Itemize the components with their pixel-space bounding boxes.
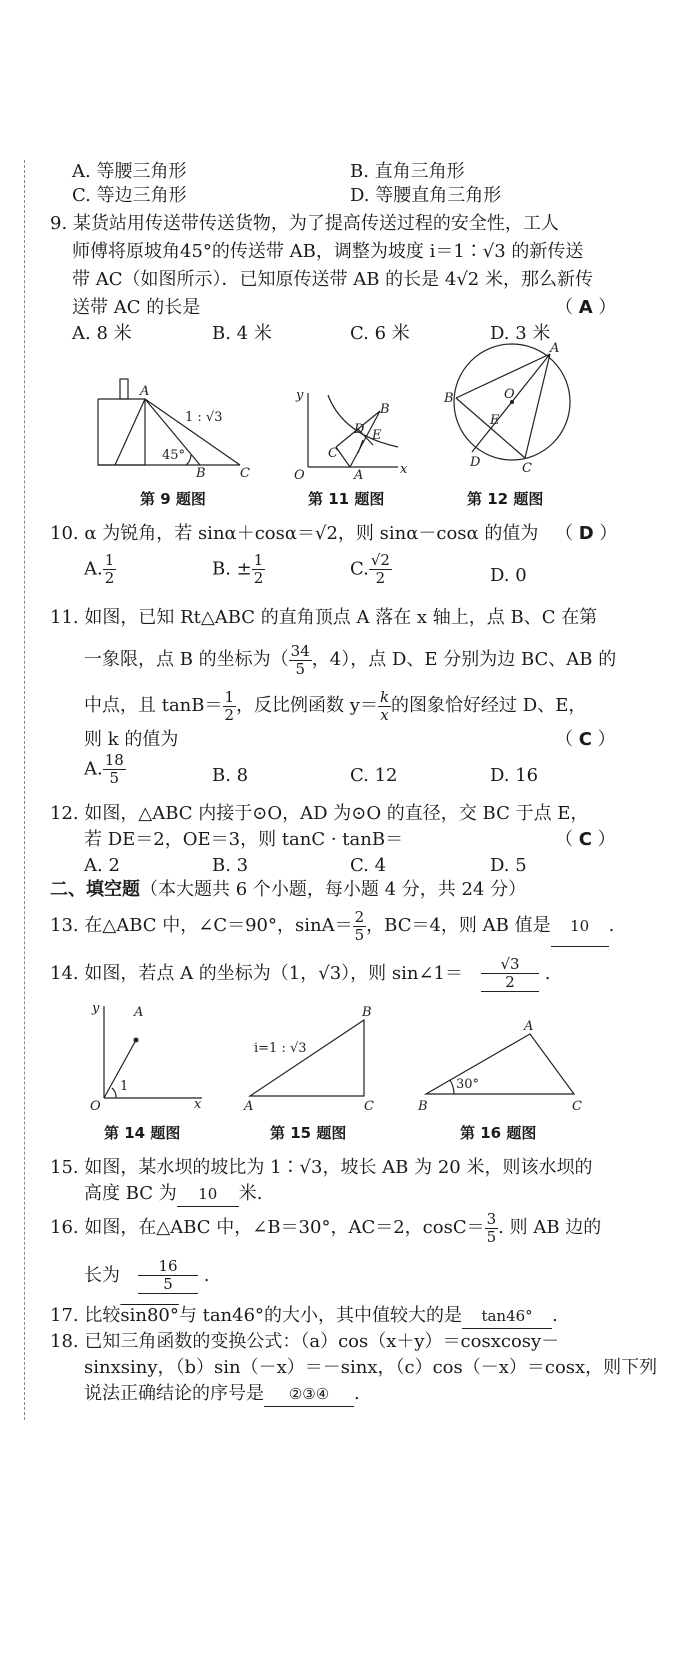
q15-line-2: 高度 BC 为 10 米.	[84, 1182, 263, 1207]
q11-answer-letter: C	[578, 729, 592, 750]
fig11-caption: 第 11 题图	[308, 490, 385, 508]
fig14-caption: 第 14 题图	[104, 1124, 181, 1142]
figure-16	[410, 1018, 590, 1115]
q12-option-a: A. 2	[84, 855, 120, 876]
fig11-label-a: A	[354, 468, 364, 480]
q18-answer-blank: ②③④	[264, 1382, 354, 1407]
fig11-label-c: C	[328, 446, 338, 461]
figure-9	[90, 375, 260, 480]
fig12-label-d: D	[470, 455, 481, 470]
fig9-label-c: C	[240, 466, 250, 480]
section-2-title: 二、填空题	[50, 879, 140, 900]
fig14-label-y: y	[92, 1001, 100, 1016]
q9-answer: （ A ）	[555, 297, 617, 318]
q9-line-1: 9. 某货站用传送带传送货物，为了提高传送过程的安全性，工人	[50, 213, 559, 234]
q16-line-2: 长为 $\frac{16}{5}$ .	[84, 1257, 210, 1293]
q13-answer-blank: 10	[551, 906, 609, 947]
fig9-label-a: A	[140, 384, 150, 399]
q10-option-b: B. ± $\frac{1}{2}$	[212, 551, 264, 587]
q18-line-3: 说法正确结论的序号是 ②③④ .	[84, 1382, 360, 1407]
fig15-label-a: A	[244, 1099, 254, 1114]
fig15-ratio: i=1 : √3	[254, 1041, 307, 1056]
q8-option-d: D. 等腰直角三角形	[350, 185, 502, 206]
fig12-label-b: B	[444, 391, 454, 406]
q11-option-a: A. $\frac{18}{5}$	[84, 751, 124, 787]
q16-line-1: 16. 如图，在△ABC 中，∠B＝30°，AC＝2，cosC＝ $\frac{3}{5}$ . 则 AB 边的	[50, 1209, 602, 1246]
fig12-label-a: A	[550, 341, 560, 356]
fig11-label-d: D	[354, 422, 365, 437]
fig16-label-c: C	[572, 1099, 582, 1114]
q12-option-b: B. 3	[212, 855, 249, 876]
q10-answer-letter: D	[578, 523, 594, 544]
q13-line: 13. 在△ABC 中，∠C＝90°，sinA＝ $\frac{2}{5}$ ，BC＝4，则 AB 值是 10 .	[50, 906, 614, 947]
fig11-label-b: B	[380, 402, 390, 417]
section-2-desc: （本大题共 6 个小题，每小题 4 分，共 24 分）	[140, 879, 527, 900]
q11-line-3: 中点，且 tanB＝ $\frac{1}{2}$ ，反比例函数 y＝ $\frac{k}{x}$ 的图象恰好经过 D、E，	[84, 687, 587, 724]
q11-option-d: D. 16	[490, 765, 539, 786]
fig11-label-e: E	[372, 428, 382, 443]
fig11-label-x: x	[400, 462, 408, 477]
fig16-label-a: A	[524, 1019, 534, 1034]
fig12-label-c: C	[522, 461, 532, 476]
figure-12	[440, 340, 580, 480]
figure-11	[288, 385, 418, 480]
q15-answer-blank: 10	[177, 1182, 239, 1207]
fig9-label-b: B	[196, 466, 206, 480]
fig16-caption: 第 16 题图	[460, 1124, 537, 1142]
fig14-label-o: O	[90, 1099, 101, 1114]
q12-answer: （ C ）	[555, 829, 616, 850]
fig14-label-x: x	[194, 1097, 202, 1112]
q15-line-1: 15. 如图，某水坝的坡比为 1∶√3，坡长 AB 为 20 米，则该水坝的	[50, 1157, 593, 1178]
q12-answer-letter: C	[578, 829, 592, 850]
q11-line-1: 11. 如图，已知 Rt△ABC 的直角顶点 A 落在 x 轴上，点 B、C 在第	[50, 607, 598, 628]
fig16-angle: 30°	[456, 1077, 480, 1092]
q9-line-3: 带 AC（如图所示）．已知原传送带 AB 的长是 4√2 米，那么新传	[72, 269, 593, 290]
q17-answer-blank: tan46°	[462, 1304, 552, 1329]
fig9-ratio: 1 : √3	[185, 410, 223, 425]
q11-line-2: 一象限，点 B 的坐标为（ $\frac{34}{5}$ ，4），点 D、E 分别为边 BC、AB 的	[84, 641, 617, 678]
q9-line-4: 送带 AC 的长是	[72, 297, 201, 318]
fig11-label-o: O	[294, 468, 305, 480]
q18-line-1: 18. 已知三角函数的变换公式：（a）cos（x＋y）＝cosxcosy－	[50, 1331, 560, 1352]
q9-answer-letter: A	[578, 297, 593, 318]
fig9-angle: 45°	[162, 448, 186, 463]
q12-option-d: D. 5	[490, 855, 527, 876]
section-2-header	[50, 878, 526, 902]
q9-option-c: C. 6 米	[350, 323, 410, 344]
q11-option-b: B. 8	[212, 765, 249, 786]
q11-option-c: C. 12	[350, 765, 398, 786]
fig14-label-a: A	[134, 1005, 144, 1020]
fig15-label-b: B	[362, 1005, 372, 1020]
q8-option-c: C. 等边三角形	[72, 185, 187, 206]
q10-option-a: A. $\frac{1}{2}$	[84, 551, 115, 587]
q9-option-a: A. 8 米	[72, 323, 132, 344]
fig12-label-o: O	[504, 387, 515, 402]
fig9-caption: 第 9 题图	[140, 490, 206, 508]
q12-line-2: 若 DE＝2，OE＝3，则 tanC · tanB＝	[84, 829, 404, 850]
fig12-label-e: E	[490, 413, 500, 428]
q12-option-c: C. 4	[350, 855, 387, 876]
margin-dashed-line	[24, 160, 25, 1420]
q9-option-d: D. 3 米	[490, 323, 551, 344]
q11-line-4: 则 k 的值为	[84, 729, 179, 750]
fig14-label-1: 1	[120, 1079, 129, 1094]
q10-answer: （ D ）	[555, 523, 618, 544]
fig12-caption: 第 12 题图	[467, 490, 544, 508]
q10-option-c: C. $\frac{√2}{2}$	[350, 551, 390, 587]
q9-line-2: 师傅将原坡角45°的传送带 AB，调整为坡度 i＝1∶√3 的新传送	[72, 241, 584, 262]
q8-option-a: A. 等腰三角形	[72, 161, 187, 182]
q14-line: 14. 如图，若点 A 的坐标为（1，√3），则 sin∠1＝ $\frac{√3}{2}$ .	[50, 955, 551, 991]
q12-line-1: 12. 如图，△ABC 内接于⊙O，AD 为⊙O 的直径，交 BC 于点 E，	[50, 803, 589, 824]
q18-line-2: sinxsiny，（b）sin（－x）＝－sinx，（c）cos（－x）＝cosx，则下列	[84, 1357, 658, 1378]
q8-option-b: B. 直角三角形	[350, 161, 465, 182]
figure-15	[240, 1000, 390, 1115]
figure-14	[82, 1000, 212, 1115]
q11-answer: （ C ）	[555, 729, 616, 750]
q9-option-b: B. 4 米	[212, 323, 272, 344]
fig16-label-b: B	[418, 1099, 428, 1114]
q10-option-d: D. 0	[490, 565, 527, 586]
q10-line-1: 10. α 为锐角，若 sinα＋cosα＝√2，则 sinα－cosα 的值为	[50, 523, 539, 544]
fig11-label-y: y	[296, 388, 304, 403]
fig15-label-c: C	[364, 1099, 374, 1114]
fig15-caption: 第 15 题图	[270, 1124, 347, 1142]
q17-line: 17. 比较sin80°与 tan46°的大小，其中值较大的是 tan46° .	[50, 1304, 558, 1329]
